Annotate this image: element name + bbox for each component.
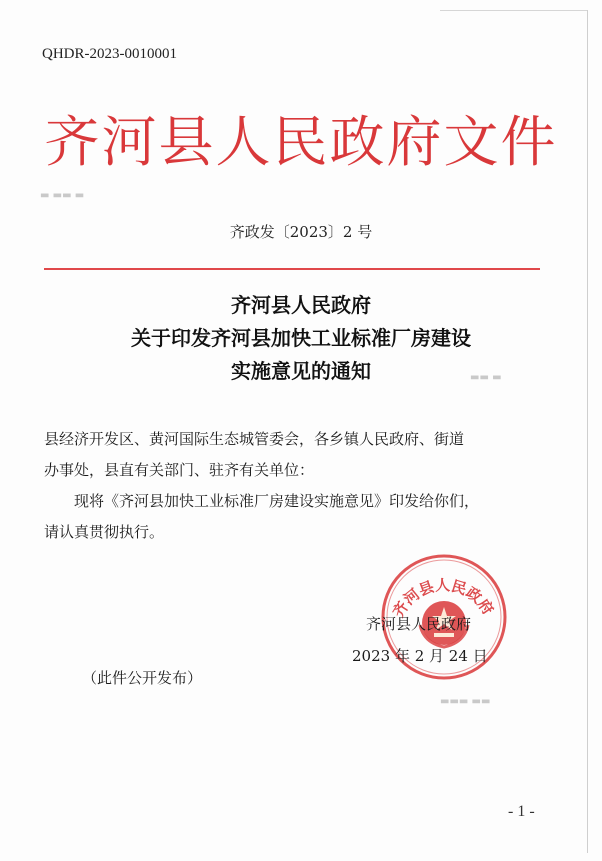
red-separator-line	[44, 268, 540, 270]
title-line-3: 实施意见的通知	[231, 359, 371, 383]
body-line-1: 现将《齐河县加快工业标准厂房建设实施意见》印发给你们，	[74, 492, 480, 510]
document-body	[44, 424, 556, 548]
document-title	[0, 289, 602, 388]
document-masthead: 齐河县人民政府文件	[44, 110, 558, 174]
addressee-line-2: 办事处，县直有关部门、驻齐有关单位：	[44, 461, 315, 479]
title-line-2: 关于印发齐河县加快工业标准厂房建设	[131, 326, 471, 350]
document-code: QHDR-2023-0010001	[42, 46, 177, 62]
public-release-note: （此件公开发布）	[82, 669, 203, 687]
bleed-through-mark: ▬▬ ▬	[470, 372, 502, 383]
signing-authority: 齐河县人民政府	[366, 615, 472, 633]
title-line-1: 齐河县人民政府	[231, 293, 371, 317]
bleed-through-mark: ▬ ▬▬ ▬	[40, 190, 85, 201]
bleed-through-mark: ▬▬▬ ▬▬	[440, 696, 491, 707]
svg-text:齐河县人民政府: 齐河县人民政府	[389, 576, 498, 621]
body-line-2: 请认真贯彻执行。	[44, 523, 165, 541]
page-number: - 1 -	[508, 803, 535, 820]
signing-date: 2023 年 2 月 24 日	[352, 647, 488, 665]
scan-edge-top	[440, 10, 588, 11]
addressee-line-1: 县经济开发区、黄河国际生态城管委会，各乡镇人民政府、街道	[44, 430, 465, 448]
document-number: 齐政发〔2023〕2 号	[229, 223, 373, 241]
